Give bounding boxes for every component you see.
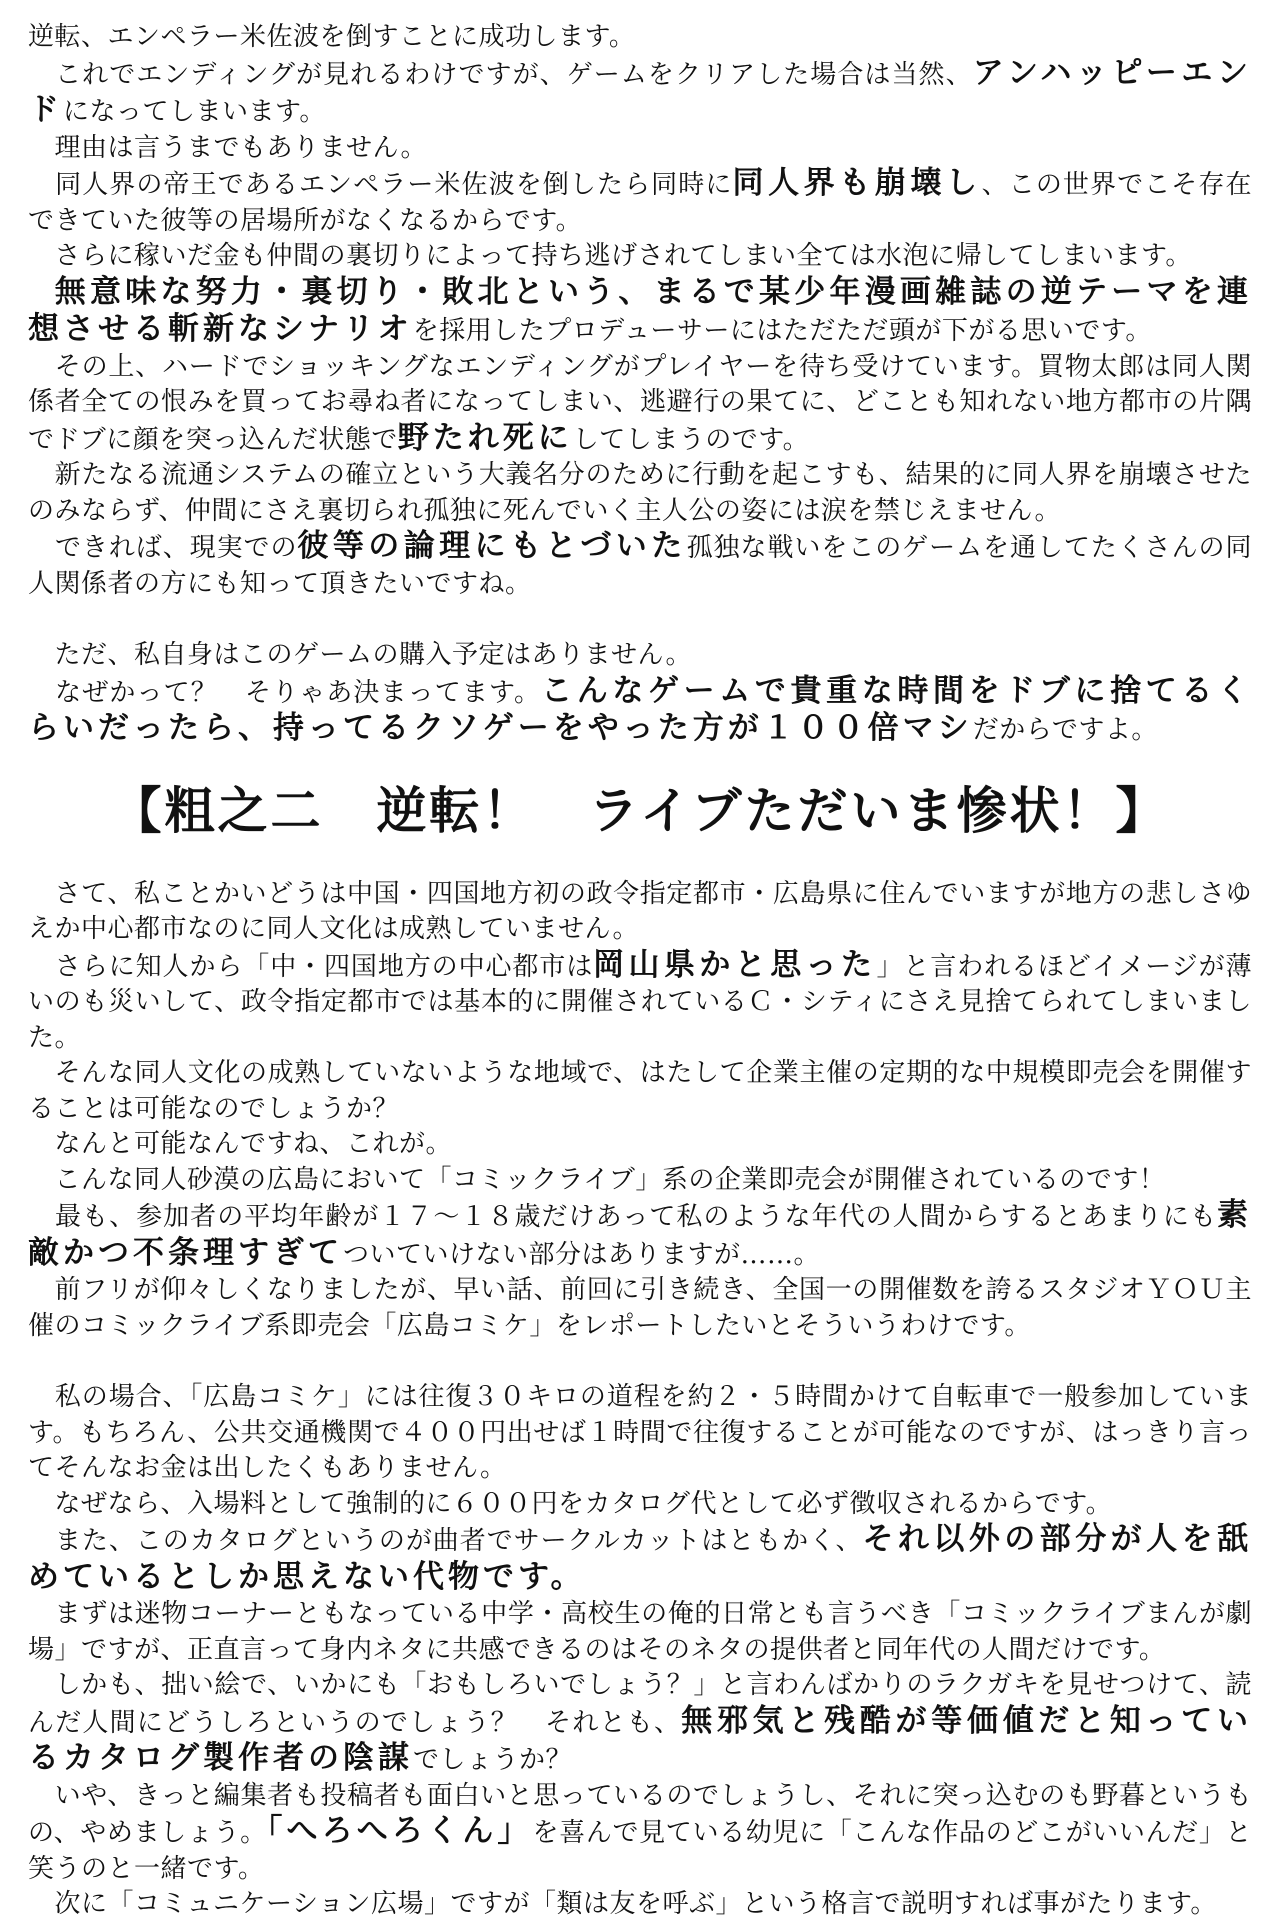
text-segment: さらに稼いだ金も仲間の裏切りによって持ち逃げされてしまい全ては水泡に帰してしまいます。: [28, 241, 1192, 271]
emphasized-text: 素敵かつ不条理すぎて: [28, 1197, 1252, 1271]
text-segment: [28, 279, 55, 309]
paragraph: [28, 56, 1252, 131]
article-page: [28, 20, 1252, 1923]
text-segment: ついていけない部分はありますが……。: [343, 1239, 821, 1270]
paragraph: [28, 1487, 1252, 1523]
text-segment: さて、私ことかいどうは中国・四国地方初の政令指定都市・広島県に住んでいますが地方の悲しさゆえか中心都市なのに同人文化は成熟していません。: [28, 878, 1252, 944]
text-segment: いや、きっと編集者も投稿者も面白いと思っているのでしょうし、それに突っ込むのも野暮というもの、やめましょう。: [28, 1780, 1252, 1848]
paragraph: [28, 529, 1252, 602]
paragraph: [28, 1127, 1252, 1163]
text-segment: 逆転、エンペラー米佐波を倒すことに成功します。: [28, 22, 636, 52]
text-segment: 理由は言うまでもありません。: [28, 132, 428, 163]
text-segment: してしまうのです。: [572, 424, 810, 455]
text-segment: だからですよ。: [972, 715, 1158, 745]
text-segment: 同人界の帝王であるエンペラー米佐波を倒したら同時に: [28, 170, 733, 200]
paragraph: [28, 350, 1252, 459]
paragraph: [28, 1273, 1252, 1344]
paragraph: [28, 1887, 1252, 1923]
paragraph: [28, 275, 1252, 350]
paragraph: [28, 458, 1252, 529]
text-segment: そんな同人文化の成熟していないような地域で、はたして企業主催の定期的な中規模即売会を開催することは可能なのでしょうか？: [28, 1058, 1252, 1124]
emphasized-text: 野たれ死に: [397, 419, 573, 456]
text-segment: なぜなら、入場料として強制的に６００円をカタログ代として必ず徴収されるからです。: [28, 1488, 1113, 1519]
paragraph: [28, 239, 1252, 275]
emphasized-text: 無邪気と残酷が等価値だと知っているカタログ製作者の陰謀: [28, 1702, 1252, 1776]
text-segment: 新たなる流通システムの確立という大義名分のために行動を起こすも、結果的に同人界を崩壊させたのみならず、仲間にさえ裏切られ孤独に死んでいく主人公の姿には涙を禁じえません。: [28, 460, 1252, 526]
text-segment: こんな同人砂漠の広島において「コミックライブ」系の企業即売会が開催されているのです！: [28, 1164, 1166, 1195]
text-segment: になってしまいます。: [63, 97, 326, 127]
text-segment: 前フリが仰々しくなりましたが、早い話、前回に引き続き、全国一の開催数を誇るスタジオＹＯＵ主催のコミックライブ系即売会「広島コミケ」をレポートしたいとそういうわけです。: [28, 1275, 1252, 1341]
paragraph-gap: [28, 602, 1252, 638]
paragraph: [28, 1522, 1252, 1597]
section-heading: 【粗之二 逆転！ ライブただいま惨状！】: [111, 781, 1169, 840]
emphasized-text: アンハッピーエンド: [28, 54, 1252, 128]
text-segment: できれば、現実での: [28, 533, 298, 563]
text-segment: 最も、参加者の平均年齢が１７～１８歳だけあって私のような年代の人間からするとあまりにも: [28, 1202, 1217, 1232]
text-segment: 次に「コミュニケーション広場」ですが「類は友を呼ぶ」という格言で説明すれば事がたります。: [28, 1889, 1217, 1919]
text-segment: を採用したプロデューサーにはただただ頭が下がる思いです。: [412, 316, 1152, 346]
emphasized-text: こんなゲームで貴重な時間をドブに捨てるくらいだったら、持ってるクソゲーをやった方が１００倍マシ: [28, 672, 1252, 746]
paragraph: [28, 1668, 1252, 1779]
paragraph: [28, 1163, 1252, 1199]
text-segment: 」と言われるほどイメージが薄いのも災いして、政令指定都市では基本的に開催されているＣ・シティにさえ見捨てられてしまいました。: [28, 951, 1252, 1053]
emphasized-text: 「へろへろくん」: [266, 1813, 533, 1849]
text-segment: その上、ハードでショッキングなエンディングがプレイヤーを待ち受けています。買物太郎は同人関係者全ての恨みを買ってお尋ね者になってしまい、逃避行の果てに、どことも知れない地方都市の片隅でドブに顔を突っ込んだ状態で: [28, 351, 1252, 455]
text-segment: でしょうか？: [413, 1745, 573, 1775]
text-segment: ただ、私自身はこのゲームの購入予定はありません。: [28, 640, 693, 670]
text-segment: なんと可能なんですね、これが。: [28, 1129, 453, 1159]
paragraph: [28, 1597, 1252, 1668]
emphasized-text: それ以外の部分が人を舐めているとしか思えない代物です。: [28, 1521, 1253, 1595]
text-segment: しかも、拙い絵で、いかにも「おもしろいでしょう？」と言わんばかりのラクガキを見せつけて、読んだ人間にどうしろというのでしょう？ それとも、: [28, 1670, 1252, 1738]
paragraph: [28, 166, 1252, 239]
text-segment: また、このカタログというのが曲者でサークルカットはともかく、: [28, 1526, 863, 1556]
paragraph-gap: [28, 1344, 1252, 1380]
paragraph: [28, 1056, 1252, 1127]
paragraph: [28, 20, 1252, 56]
paragraph: [28, 638, 1252, 674]
emphasized-text: 彼等の論理にもとづいた: [297, 528, 687, 564]
text-segment: これでエンディングが見れるわけですが、ゲームをクリアした場合は当然、: [28, 59, 973, 90]
paragraph: [28, 948, 1252, 1057]
emphasized-text: 同人界も崩壊し: [732, 165, 982, 201]
text-segment: 孤独な戦いをこのゲームを通してたくさんの同人関係者の方にも知って頂きたいですね。: [28, 533, 1252, 599]
emphasized-text: 無意味な努力・裏切り・敗北という、まるで某少年漫画雑誌の逆テーマを連想させる斬新なシナリオ: [28, 273, 1252, 347]
emphasized-text: 岡山県かと思った: [593, 946, 877, 983]
text-segment: を喜んで見ている幼児に「こんな作品のどこがいいんだ」と笑うのと一緒です。: [28, 1818, 1252, 1884]
paragraph: [28, 877, 1252, 948]
section-1: [28, 20, 1252, 749]
paragraph: [28, 1198, 1252, 1273]
text-segment: さらに知人から「中・四国地方の中心都市は: [28, 951, 594, 982]
text-segment: なぜかって？ そりゃあ決まってます。: [28, 677, 542, 708]
paragraph: [28, 674, 1252, 749]
text-segment: まずは迷物コーナーともなっている中学・高校生の俺的日常とも言うべき「コミックライブまんが劇場」ですが、正直言って身内ネタに共感できるのはそのネタの提供者と同年代の人間だけです。: [28, 1599, 1252, 1665]
paragraph: [28, 1779, 1252, 1888]
paragraph: [28, 131, 1252, 167]
text-segment: 私の場合、「広島コミケ」には往復３０キロの道程を約２・５時間かけて自転車で一般参加しています。もちろん、公共交通機関で４００円出せば１時間で往復することが可能なのですが、はっきり言ってそんなお金は出したくもありません。: [28, 1382, 1252, 1483]
paragraph: [28, 1380, 1252, 1487]
text-segment: 、この世界でこそ存在できていた彼等の居場所がなくなるからです。: [28, 170, 1252, 236]
section-2: [28, 877, 1252, 1923]
